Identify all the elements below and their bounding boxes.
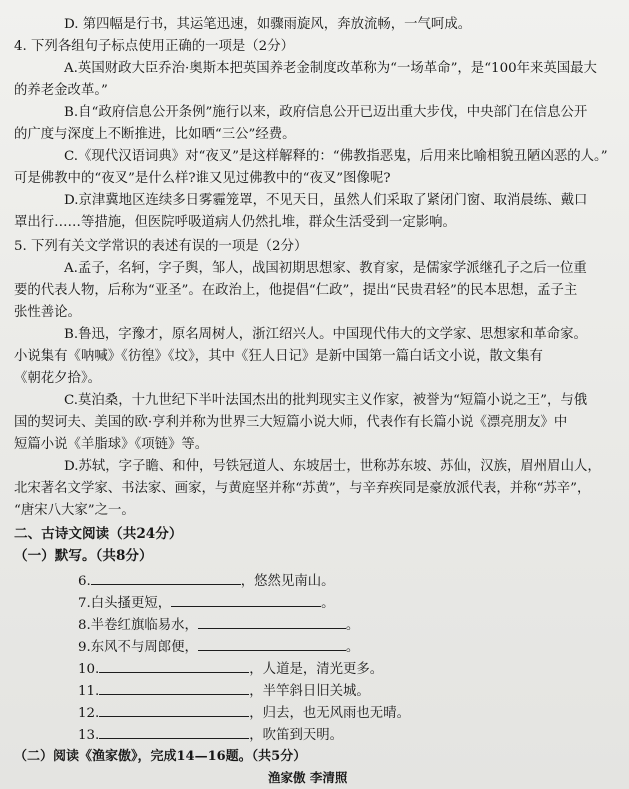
option-b: B.鲁迅，字豫才，原名周树人，浙江绍兴人。中国现代伟大的文学家、思想家和革命家。	[64, 327, 587, 342]
text-line: 短篇小说《羊脂球》《项链》等。	[14, 437, 209, 452]
poem-title: 渔家傲 李清照	[268, 770, 348, 785]
answer-blank[interactable]	[198, 638, 346, 651]
item-number: 7.	[78, 596, 91, 611]
text-line: 罩出行……等措施，但医院呼吸道病人仍然扎堆，群众生活受到一定影响。	[14, 215, 456, 230]
text-line: 要的代表人物，后称为“亚圣”。在政治上，他提倡“仁政”，提出“民贵君轻”的民本思想，孟子主	[14, 283, 578, 298]
item-number: 13.	[78, 728, 100, 743]
question-4-stem: 4. 下列各组句子标点使用正确的一项是（2分）	[14, 39, 294, 54]
dictation-item	[78, 660, 383, 678]
option-a: A.孟子，名轲，字子舆，邹人，战国初期思想家、教育家，是儒家学派继孔子之后一位重	[64, 261, 587, 276]
text-line: 北宋著名文学家、书法家、画家，与黄庭坚并称“苏黄”，与辛弃疾同是豪放派代表，并称“苏辛”，	[14, 481, 591, 496]
item-number: 11.	[78, 684, 100, 699]
item-text: ，吹笛到天明。	[249, 728, 344, 743]
text-line: 小说集有《呐喊》《彷徨》《坟》，其中《狂人日记》是新中国第一篇白话文小说，散文集有	[14, 349, 543, 364]
text-line: 可是佛教中的“夜叉”是什么样?谁又见过佛教中的“夜叉”图像呢?	[14, 171, 391, 186]
text-line: 的广度与深度上不断推进，比如晒“三公”经费。	[14, 127, 296, 142]
answer-blank[interactable]	[198, 616, 346, 629]
option-c: C.莫泊桑，十九世纪下半叶法国杰出的批判现实主义作家，被誉为“短篇小说之王”，与俄	[64, 393, 588, 408]
item-text: ，半竿斜日旧关城。	[249, 684, 370, 699]
option-a: A.英国财政大臣乔治·奥斯本把英国养老金制度改革称为“一场革命”，是“100年来英国最大	[64, 61, 597, 76]
item-text: 。	[321, 596, 335, 611]
dictation-item	[78, 638, 359, 656]
text-line: 张性善论。	[14, 305, 81, 320]
dictation-item	[78, 704, 410, 722]
answer-blank[interactable]	[99, 682, 249, 695]
option-c: C.《现代汉语词典》对“夜叉”是这样解释的：“佛教指恶鬼，后用来比喻相貌丑陋凶恶的人。”	[64, 149, 608, 164]
part1-title: （一）默写。（共8分）	[14, 548, 153, 564]
answer-blank[interactable]	[171, 594, 321, 607]
question-5-stem: 5. 下列有关文学常识的表述有误的一项是（2分）	[14, 239, 308, 254]
text-line: 的养老金改革。”	[14, 83, 108, 98]
answer-blank[interactable]	[91, 572, 241, 585]
option-d: D.苏轼，字子瞻、和仲，号铁冠道人、东坡居士，世称苏东坡、苏仙，汉族，眉州眉山人，	[64, 459, 601, 474]
dictation-item	[78, 726, 343, 744]
item-text: 东风不与周郎便，	[90, 640, 198, 655]
answer-blank[interactable]	[99, 726, 249, 739]
text-line: “唐宋八大家”之一。	[14, 503, 135, 518]
item-number: 12.	[78, 706, 100, 721]
item-text: 。	[345, 640, 360, 655]
part2-title: （二）阅读《渔家傲》，完成14—16题。（共5分）	[14, 749, 307, 764]
text-line: 国的契诃夫、美国的欧·亨利并称为世界三大短篇小说大师，代表作有长篇小说《漂亮朋友》中	[14, 415, 568, 430]
dictation-item	[78, 682, 370, 700]
dictation-item	[78, 594, 335, 612]
item-number: 10.	[78, 662, 100, 677]
item-number: 8.	[78, 618, 91, 633]
item-text: 。	[345, 618, 360, 633]
answer-blank[interactable]	[99, 660, 249, 673]
dictation-item	[78, 616, 359, 634]
item-number: 6.	[78, 574, 91, 589]
section-title: 二、古诗文阅读（共24分）	[14, 526, 183, 542]
option-d: D.京津冀地区连续多日雾霾笼罩，不见天日，虽然人们采取了紧闭门窗、取消晨练、戴口	[64, 193, 588, 208]
item-number: 9.	[78, 640, 91, 655]
text-line: 《朝花夕拾》。	[14, 371, 102, 386]
item-text: ，归去，也无风雨也无晴。	[249, 706, 410, 721]
item-text: 半卷红旗临易水，	[90, 618, 198, 633]
option-b: B.自“政府信息公开条例”施行以来，政府信息公开已迈出重大步伐，中央部门在信息公开	[64, 105, 588, 120]
text-line: D. 第四幅是行书，其运笔迅速，如骤雨旋风，奔放流畅，一气呵成。	[64, 17, 472, 32]
item-text: ，悠然见南山。	[240, 574, 335, 589]
item-text: ，人道是，清光更多。	[249, 662, 384, 677]
answer-blank[interactable]	[99, 704, 249, 717]
dictation-item	[78, 572, 335, 590]
item-text: 白头搔更短，	[90, 596, 172, 611]
